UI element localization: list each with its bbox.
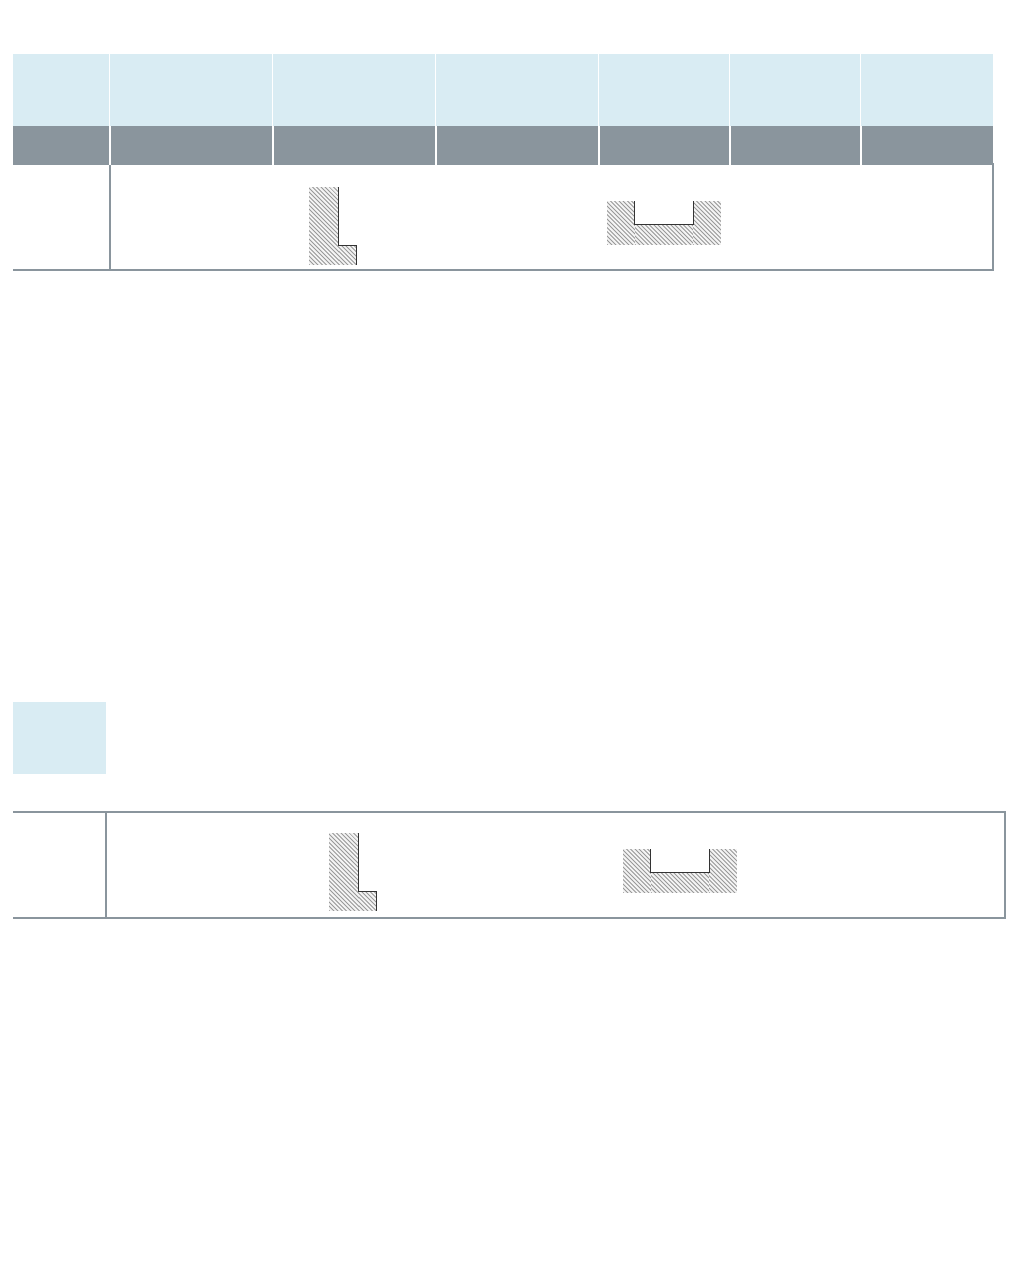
f-column-header — [354, 126, 436, 164]
unit-header-row — [13, 126, 993, 164]
n-column-header — [861, 126, 927, 164]
n-column-header — [599, 126, 664, 164]
depth-of-cut-row — [13, 812, 1005, 918]
f-column-header — [191, 126, 273, 164]
material-group-2 — [273, 54, 436, 126]
material-label — [13, 54, 110, 126]
material-group-1 — [110, 54, 273, 126]
cutting-data-table-cast-iron-nonferrous — [12, 702, 1006, 919]
n-column-header — [436, 126, 517, 164]
n-column-header — [730, 126, 795, 164]
material-group-6 — [861, 54, 993, 126]
depth-of-cut-label — [13, 164, 110, 270]
material-label — [13, 702, 106, 774]
depth-of-cut-diagrams — [106, 812, 1005, 918]
material-group-3 — [436, 54, 599, 126]
depth-of-cut-diagrams — [110, 164, 993, 270]
f-column-header — [517, 126, 599, 164]
unit-header-row — [13, 774, 1005, 812]
f-column-header — [795, 126, 861, 164]
cutting-data-table-steel — [12, 54, 994, 271]
n-column-header — [110, 126, 191, 164]
material-header-row — [13, 702, 1005, 774]
depth-of-cut-label — [13, 812, 106, 918]
side-milling-diagram — [329, 833, 379, 911]
f-column-header — [927, 126, 993, 164]
f-column-header — [664, 126, 730, 164]
depth-of-cut-row — [13, 164, 993, 270]
n-column-header — [273, 126, 354, 164]
material-group-5 — [730, 54, 861, 126]
d1-column-header — [13, 126, 110, 164]
slot-milling-diagram — [607, 201, 721, 245]
side-milling-diagram — [309, 187, 359, 265]
slot-milling-diagram — [623, 849, 737, 893]
material-group-4 — [599, 54, 730, 126]
material-header-row — [13, 54, 993, 126]
